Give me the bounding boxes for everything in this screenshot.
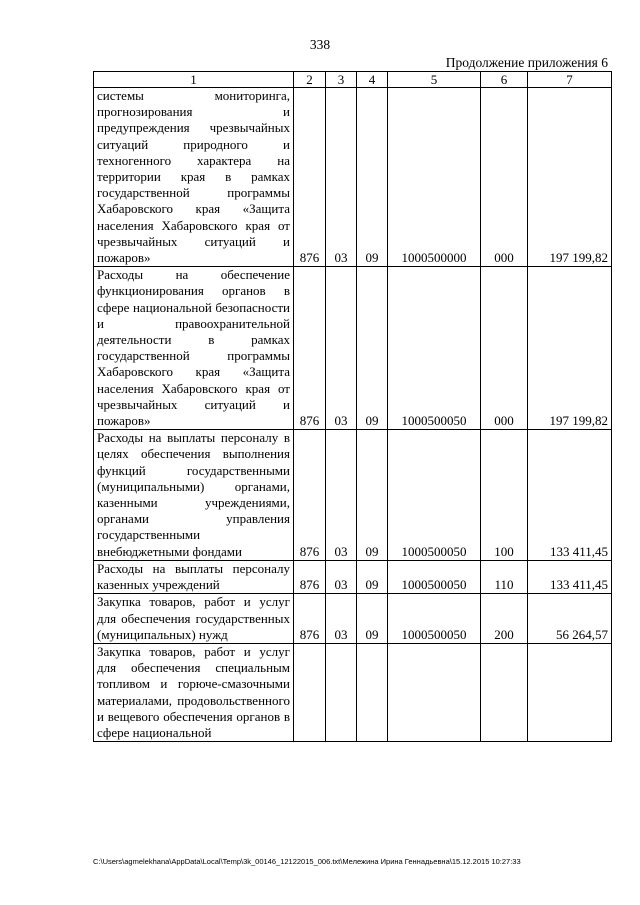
column-header: 5 (388, 72, 481, 88)
cell-target-article: 1000500050 (388, 430, 481, 561)
cell-ministry-code: 876 (294, 560, 326, 593)
budget-table (93, 71, 612, 742)
cell-amount (528, 643, 612, 741)
cell-section: 03 (326, 594, 357, 644)
cell-section: 03 (326, 267, 357, 430)
cell-amount: 197 199,82 (528, 88, 612, 267)
cell-section (326, 643, 357, 741)
cell-target-article: 1000500050 (388, 594, 481, 644)
cell-subsection: 09 (357, 560, 388, 593)
table-row (94, 88, 612, 267)
row-description: Расходы на выплаты персоналу в целях обеспечения выполнения функций государственными (муниципальными) органами, казенными учреждениями, органами управления государственными внебюджетными фондами (94, 430, 294, 561)
cell-target-article: 1000500000 (388, 88, 481, 267)
cell-target-article: 1000500050 (388, 267, 481, 430)
cell-ministry-code: 876 (294, 267, 326, 430)
table-row (94, 430, 612, 561)
column-header: 2 (294, 72, 326, 88)
continuation-label: Продолжение приложения 6 (445, 55, 608, 70)
cell-expense-type: 200 (481, 594, 528, 644)
cell-subsection: 09 (357, 594, 388, 644)
table-header-row (94, 72, 612, 88)
cell-subsection: 09 (357, 267, 388, 430)
column-header: 6 (481, 72, 528, 88)
table-row (94, 643, 612, 741)
column-header: 3 (326, 72, 357, 88)
cell-expense-type: 000 (481, 267, 528, 430)
cell-amount: 197 199,82 (528, 267, 612, 430)
cell-section: 03 (326, 430, 357, 561)
cell-amount: 133 411,45 (528, 430, 612, 561)
table-row (94, 594, 612, 644)
cell-subsection (357, 643, 388, 741)
cell-ministry-code (294, 643, 326, 741)
page-number: 338 (309, 37, 331, 52)
row-description: Закупка товаров, работ и услуг для обеспечения специальным топливом и горюче-смазочными материалами, продовольственного и вещевого обеспечения органов в сфере национальной (94, 643, 294, 741)
column-header: 4 (357, 72, 388, 88)
cell-section: 03 (326, 88, 357, 267)
cell-section: 03 (326, 560, 357, 593)
cell-target-article: 1000500050 (388, 560, 481, 593)
cell-subsection: 09 (357, 430, 388, 561)
cell-subsection: 09 (357, 88, 388, 267)
row-description: Расходы на выплаты персоналу казенных учреждений (94, 560, 294, 593)
table-row (94, 267, 612, 430)
row-description: Расходы на обеспечение функционирования органов в сфере национальной безопасности и правоохранительной деятельности в рамках государственной программы Хабаровского края «Защита населения Хабаровского края от чрезвычайных ситуаций и пожаров» (94, 267, 294, 430)
cell-ministry-code: 876 (294, 430, 326, 561)
cell-expense-type: 100 (481, 430, 528, 561)
row-description: системы мониторинга, прогнозирования и предупреждения чрезвычайных ситуаций природного и техногенного характера на территории края в рамках государственной программы Хабаровского края «Защита населения Хабаровского края от чрезвычайных ситуаций и пожаров» (94, 88, 294, 267)
row-description: Закупка товаров, работ и услуг для обеспечения государственных (муниципальных) нужд (94, 594, 294, 644)
cell-expense-type (481, 643, 528, 741)
cell-amount: 56 264,57 (528, 594, 612, 644)
column-header: 1 (94, 72, 294, 88)
column-header: 7 (528, 72, 612, 88)
cell-ministry-code: 876 (294, 88, 326, 267)
cell-ministry-code: 876 (294, 594, 326, 644)
cell-expense-type: 000 (481, 88, 528, 267)
cell-target-article (388, 643, 481, 741)
table-row (94, 560, 612, 593)
footer-file-path: C:\Users\agmelekhana\AppData\Local\Temp\3k_00146_12122015_006.txt\Мележина Ирина Геннадьевна\15.12.2015 10:27:33 (93, 857, 521, 866)
cell-amount: 133 411,45 (528, 560, 612, 593)
cell-expense-type: 110 (481, 560, 528, 593)
